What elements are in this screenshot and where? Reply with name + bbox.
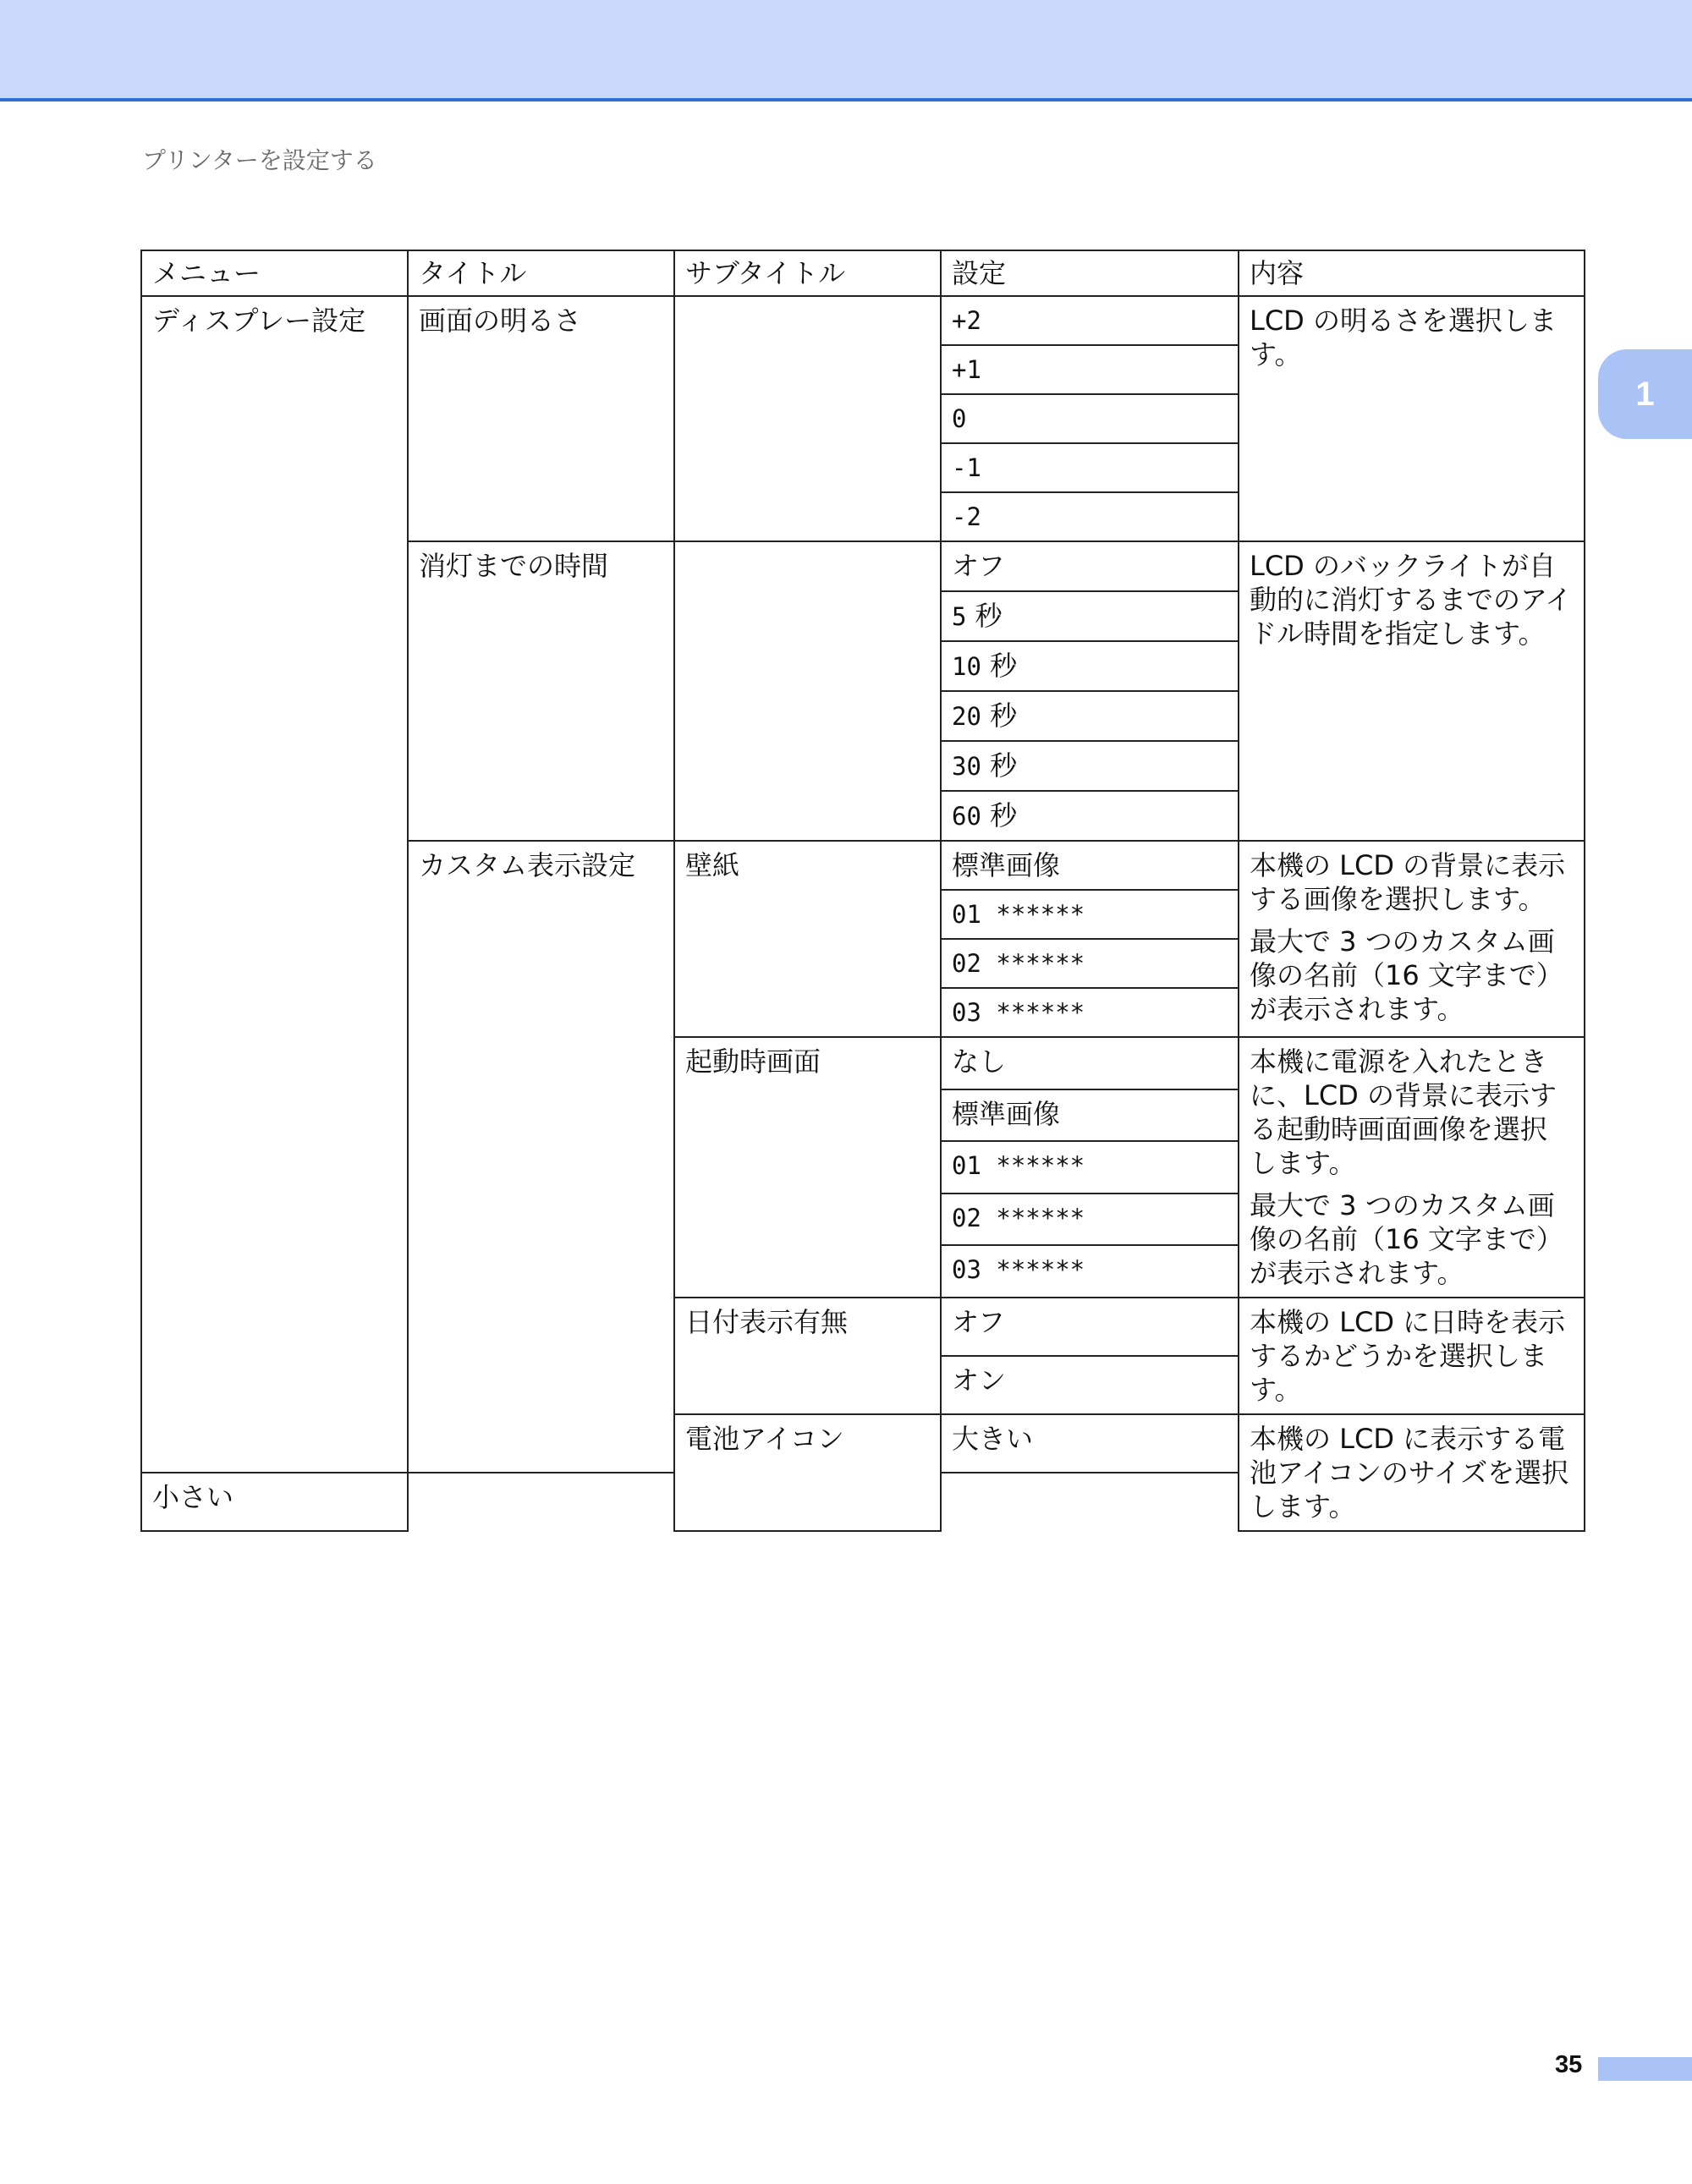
setting-cell: 小さい — [141, 1473, 408, 1531]
setting-cell: 01 ****** — [941, 1141, 1239, 1194]
title-cell: 消灯までの時間 — [408, 541, 674, 841]
header-menu: メニュー — [141, 250, 408, 296]
description-paragraph: 本機に電源を入れたときに、LCD の背景に表示する起動時画面画像を選択します。 — [1250, 1045, 1557, 1179]
description-paragraph: 最大で 3 つのカスタム画像の名前（16 文字まで）が表示されます。 — [1250, 925, 1563, 1025]
subtitle-cell — [674, 541, 941, 841]
table-header-row — [141, 250, 1585, 296]
description-cell: LCD の明るさを選択します。 — [1239, 296, 1585, 541]
description-cell — [1239, 841, 1585, 1037]
setting-number: 10 — [952, 652, 981, 681]
description-paragraph: 最大で 3 つのカスタム画像の名前（16 文字まで）が表示されます。 — [1250, 1189, 1563, 1289]
breadcrumb: プリンターを設定する — [142, 146, 377, 174]
description-cell: 本機の LCD に表示する電池アイコンのサイズを選択します。 — [1239, 1414, 1585, 1531]
setting-cell: 02 ****** — [941, 1194, 1239, 1246]
header-subtitle: サブタイトル — [674, 250, 941, 296]
setting-unit: オフ — [952, 550, 1006, 582]
description-cell — [1239, 1037, 1585, 1298]
setting-cell: 02 ****** — [941, 939, 1239, 988]
setting-cell — [941, 691, 1239, 741]
description-paragraph: 本機の LCD の背景に表示する画像を選択します。 — [1250, 849, 1566, 915]
setting-cell: 標準画像 — [941, 841, 1239, 890]
setting-number: 5 — [952, 602, 967, 631]
setting-cell: 大きい — [941, 1414, 1239, 1473]
setting-cell — [941, 641, 1239, 691]
header-setting: 設定 — [941, 250, 1239, 296]
setting-number: 30 — [952, 752, 981, 781]
setting-cell: +1 — [941, 345, 1239, 394]
setting-cell: -1 — [941, 443, 1239, 492]
header-description: 内容 — [1239, 250, 1585, 296]
setting-unit: 秒 — [981, 749, 1018, 782]
header-band — [0, 0, 1692, 102]
setting-number: 60 — [952, 802, 981, 831]
page-number: 35 — [1555, 2051, 1583, 2078]
setting-cell: 0 — [941, 394, 1239, 443]
setting-number: 20 — [952, 702, 981, 731]
subtitle-cell: 電池アイコン — [674, 1414, 941, 1531]
title-cell: 画面の明るさ — [408, 296, 674, 541]
setting-unit: 秒 — [981, 799, 1018, 831]
setting-cell — [941, 591, 1239, 641]
subtitle-cell: 日付表示有無 — [674, 1298, 941, 1414]
chapter-tab[interactable]: 1 — [1598, 349, 1692, 439]
subtitle-cell — [674, 296, 941, 541]
setting-cell: 03 ****** — [941, 988, 1239, 1037]
setting-cell: 01 ****** — [941, 890, 1239, 939]
table-row — [141, 296, 1585, 345]
setting-cell: 03 ****** — [941, 1245, 1239, 1298]
setting-cell: 標準画像 — [941, 1089, 1239, 1142]
setting-cell — [941, 541, 1239, 591]
description-cell: LCD のバックライトが自動的に消灯するまでのアイドル時間を指定します。 — [1239, 541, 1585, 841]
setting-unit: 秒 — [981, 650, 1018, 682]
page-number-bar — [1598, 2057, 1692, 2081]
setting-cell: +2 — [941, 296, 1239, 345]
setting-unit: 秒 — [966, 600, 1003, 632]
settings-table — [140, 250, 1585, 1532]
description-cell: 本機の LCD に日時を表示するかどうかを選択します。 — [1239, 1298, 1585, 1414]
setting-cell: オフ — [941, 1298, 1239, 1356]
menu-cell: ディスプレー設定 — [141, 296, 408, 1473]
subtitle-cell: 壁紙 — [674, 841, 941, 1037]
setting-cell: オン — [941, 1356, 1239, 1414]
subtitle-cell: 起動時画面 — [674, 1037, 941, 1298]
setting-cell: なし — [941, 1037, 1239, 1089]
setting-cell — [941, 741, 1239, 791]
header-title: タイトル — [408, 250, 674, 296]
title-cell: カスタム表示設定 — [408, 841, 674, 1473]
setting-unit: 秒 — [981, 700, 1018, 732]
setting-cell — [941, 791, 1239, 841]
setting-cell: -2 — [941, 492, 1239, 541]
